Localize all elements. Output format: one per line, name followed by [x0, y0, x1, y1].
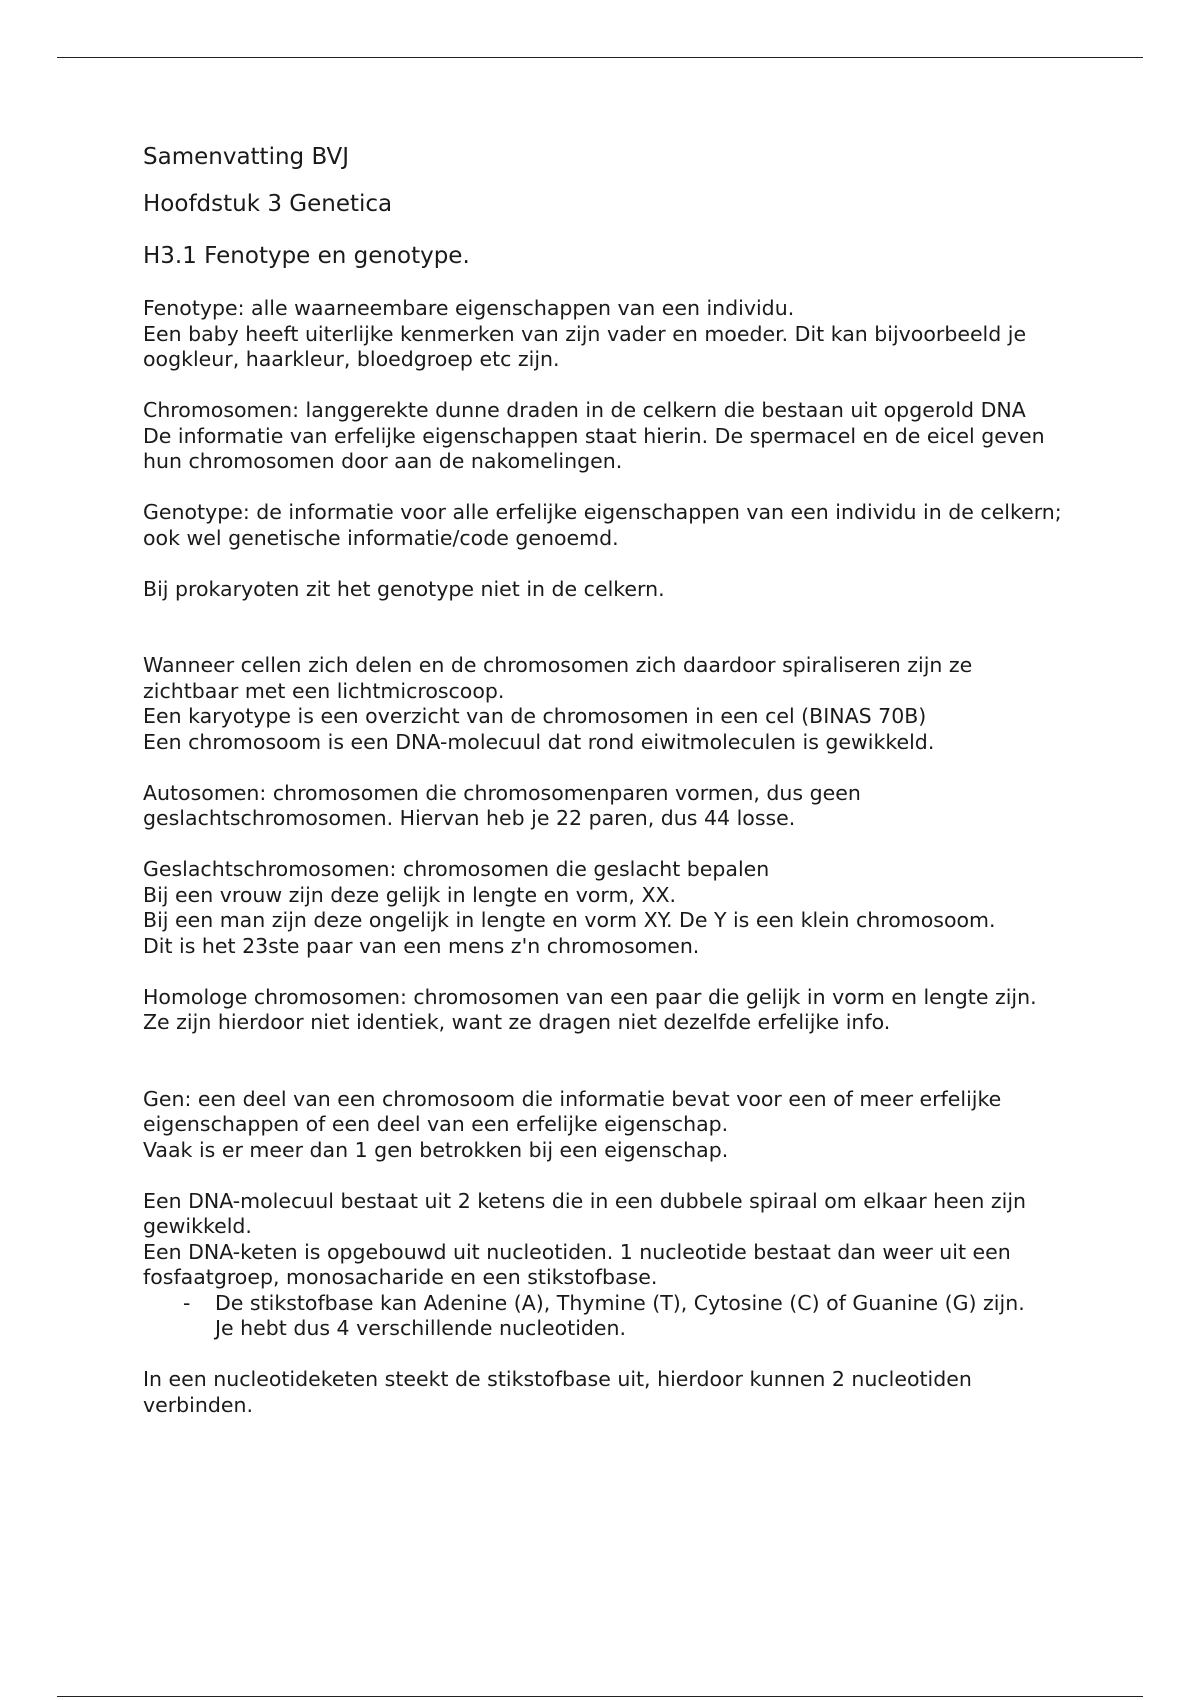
paragraph-fenotype: [143, 296, 1063, 373]
paragraph-nucleotideketen: [143, 1367, 1063, 1418]
paragraph-line: Gen: een deel van een chromosoom die informatie bevat voor een of meer erfelijke eigenschappen of een deel van een erfelijke eigenschap.: [143, 1086, 1002, 1136]
paragraph-line: Een karyotype is een overzicht van de chromosomen in een cel (BINAS 70B): [143, 704, 927, 728]
list-item-line: Je hebt dus 4 verschillende nucleotiden.: [215, 1316, 627, 1340]
paragraph-line: Wanneer cellen zich delen en de chromosomen zich daardoor spiraliseren zijn ze zichtbaar met een lichtmicroscoop.: [143, 653, 973, 703]
document-title: Samenvatting BVJ: [143, 144, 350, 170]
paragraph-prokaryoten: [143, 577, 1063, 603]
list-marker: -: [183, 1290, 191, 1315]
paragraph-line: Een DNA-molecuul bestaat uit 2 ketens die in een dubbele spiraal om elkaar heen zijn gewikkeld.: [143, 1188, 1027, 1238]
paragraph-line: Genotype: de informatie voor alle erfelijke eigenschappen van een individu in de celkern; ook wel genetische informatie/code genoemd.: [143, 500, 1062, 550]
chapter-heading: Hoofdstuk 3 Genetica: [143, 191, 393, 217]
paragraph-line: Bij een vrouw zijn deze gelijk in lengte en vorm, XX.: [143, 882, 677, 907]
bottom-rule: [57, 1696, 1143, 1697]
list-item: [143, 1291, 1063, 1342]
paragraph-line: In een nucleotideketen steekt de stikstofbase uit, hierdoor kunnen 2 nucleotiden verbinden.: [143, 1367, 972, 1417]
paragraph-line: Een DNA-keten is opgebouwd uit nucleotiden. 1 nucleotide bestaat dan weer uit een fosfaatgroep, monosacharide en een stikstofbase.: [143, 1239, 1011, 1289]
top-rule: [57, 57, 1143, 58]
paragraph-line: Een baby heeft uiterlijke kenmerken van zijn vader en moeder. Dit kan bijvoorbeeld je oogkleur, haarkleur, bloedgroep etc zijn.: [143, 321, 1027, 371]
spacer: [143, 628, 1063, 654]
paragraph-genotype: [143, 500, 1063, 551]
list-item-line: De stikstofbase kan Adenine (A), Thymine (T), Cytosine (C) of Guanine (G) zijn.: [215, 1290, 1025, 1315]
section-heading: H3.1 Fenotype en genotype.: [143, 243, 470, 269]
paragraph-line: De informatie van erfelijke eigenschappen staat hierin. De spermacel en de eicel geven hun chromosomen door aan de nakomelingen.: [143, 423, 1045, 473]
spacer: [143, 1061, 1063, 1087]
paragraph-line: Autosomen: chromosomen die chromosomenparen vormen, dus geen geslachtschromosomen. Hiervan heb je 22 paren, dus 44 losse.: [143, 780, 861, 830]
paragraph-line: Homologe chromosomen: chromosomen van een paar die gelijk in vorm en lengte zijn.: [143, 984, 1037, 1009]
paragraph-autosomen: [143, 781, 1063, 832]
paragraph-celdeling: [143, 653, 1063, 755]
paragraph-line: Bij prokaryoten zit het genotype niet in de celkern.: [143, 576, 665, 601]
paragraph-gen: [143, 1087, 1063, 1164]
paragraph-line: Geslachtschromosomen: chromosomen die geslacht bepalen: [143, 857, 770, 881]
paragraph-dna-molecuul: [143, 1189, 1063, 1291]
paragraph-line: Een chromosoom is een DNA-molecuul dat rond eiwitmoleculen is gewikkeld.: [143, 729, 935, 754]
paragraph-line: Bij een man zijn deze ongelijk in lengte en vorm XY. De Y is een klein chromosoom.: [143, 908, 996, 932]
document-page: [143, 142, 1063, 1444]
bullet-list: [143, 1291, 1063, 1342]
paragraph-line: Vaak is er meer dan 1 gen betrokken bij een eigenschap.: [143, 1137, 729, 1162]
paragraph-line: Dit is het 23ste paar van een mens z'n chromosomen.: [143, 933, 700, 958]
paragraph-line: Chromosomen: langgerekte dunne draden in de celkern die bestaan uit opgerold DNA: [143, 398, 1026, 422]
paragraph-geslachtschromosomen: [143, 857, 1063, 959]
paragraph-homologe-chromosomen: [143, 985, 1063, 1036]
paragraph-chromosomen: [143, 398, 1063, 475]
paragraph-line: Fenotype: alle waarneembare eigenschappen van een individu.: [143, 296, 795, 320]
paragraph-line: Ze zijn hierdoor niet identiek, want ze dragen niet dezelfde erfelijke info.: [143, 1010, 891, 1034]
